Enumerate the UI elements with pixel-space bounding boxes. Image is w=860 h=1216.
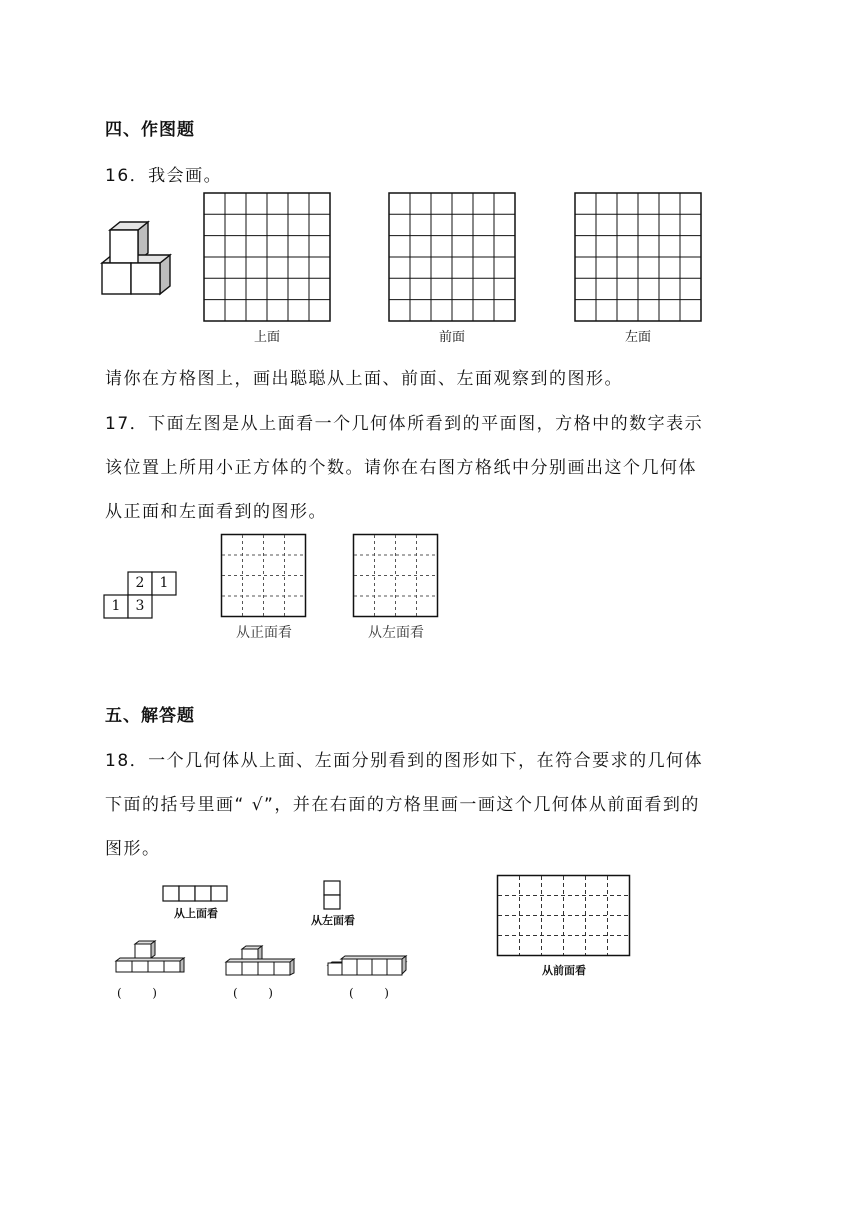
question-16-instruction: 请你在方格图上，画出聪聪从上面、前面、左面观察到的图形。 [105, 369, 623, 389]
section-heading-5: 五、解答题 [105, 706, 195, 726]
question-17-line-1: 17．下面左图是从上面看一个几何体所看到的平面图，方格中的数字表示 [105, 414, 704, 434]
grid-left-view[interactable] [575, 193, 703, 322]
grid-front-view[interactable] [389, 193, 517, 322]
option-solid-b [225, 944, 297, 976]
view-from-top-figure [162, 885, 230, 903]
top-view-number: 1 [159, 575, 169, 591]
grid-view-from-front-q18[interactable] [497, 875, 631, 957]
grid-top-view[interactable] [204, 193, 332, 322]
top-view-number: 2 [135, 575, 145, 591]
grid-view-from-front[interactable] [221, 534, 307, 618]
caption-front: 前面 [438, 330, 465, 345]
caption-from-left: 从左面看 [368, 625, 424, 641]
caption-view-from-front-q18: 从前面看 [542, 964, 586, 977]
caption-view-from-left: 从左面看 [311, 914, 355, 927]
cube-stack-figure [100, 220, 180, 300]
answer-bracket-a[interactable]: ( ) [117, 986, 157, 1000]
top-view-number: 3 [135, 598, 145, 614]
top-view-number: 1 [111, 598, 121, 614]
question-16-title: 16．我会画。 [105, 166, 223, 186]
option-solid-c [327, 954, 407, 978]
view-from-left-figure [323, 880, 343, 912]
section-heading-4: 四、作图题 [105, 120, 195, 140]
question-17-line-2: 该位置上所用小正方体的个数。请你在右图方格纸中分别画出这个几何体 [105, 458, 697, 478]
answer-bracket-c[interactable]: ( ) [349, 986, 389, 1000]
caption-top: 上面 [253, 330, 280, 345]
answer-bracket-b[interactable]: ( ) [233, 986, 273, 1000]
question-18-line-2: 下面的括号里画“ √”，并在右面的方格里画一画这个几何体从前面看到的 [105, 795, 700, 815]
caption-from-front: 从正面看 [236, 625, 292, 641]
option-solid-a [115, 940, 185, 974]
grid-view-from-left[interactable] [353, 534, 439, 618]
question-18-line-3: 图形。 [105, 839, 161, 859]
question-18-line-1: 18．一个几何体从上面、左面分别看到的图形如下，在符合要求的几何体 [105, 751, 704, 771]
caption-view-from-top: 从上面看 [174, 907, 218, 920]
question-17-line-3: 从正面和左面看到的图形。 [105, 502, 327, 522]
caption-left: 左面 [624, 330, 651, 345]
